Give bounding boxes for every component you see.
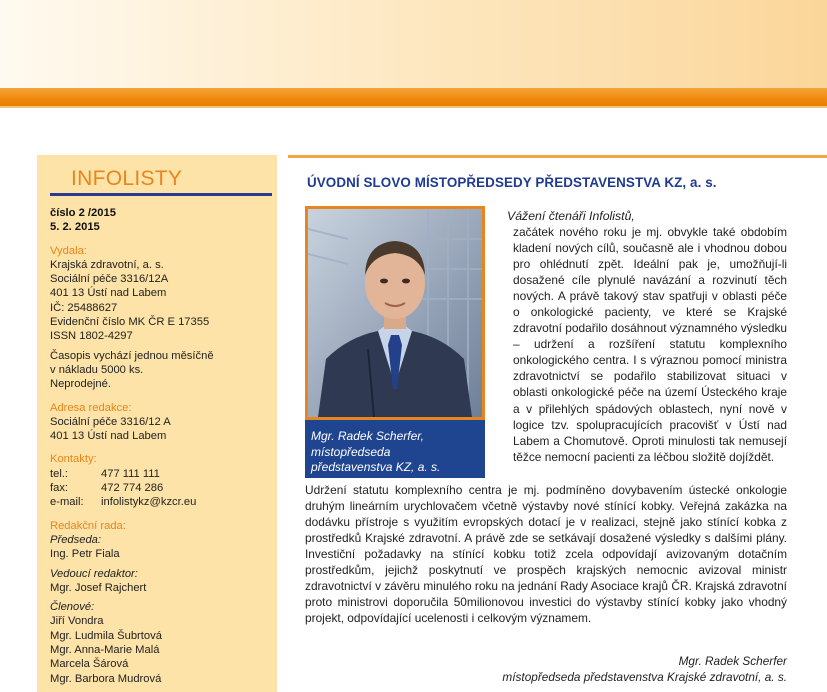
member-name: Jiří Vondra xyxy=(50,615,104,628)
contact-key: fax: xyxy=(50,482,69,495)
publisher-line: ISSN 1802-4297 xyxy=(50,330,133,343)
contact-value: 472 774 286 xyxy=(101,482,164,495)
signature-name: Mgr. Radek Scherfer xyxy=(678,654,787,668)
portrait-photo xyxy=(305,206,485,420)
publisher-line: Sociální péče 3316/12A xyxy=(50,273,169,286)
caption-line: místopředseda xyxy=(311,444,391,459)
portrait-illustration xyxy=(308,209,482,417)
editor-label: Vedoucí redaktor: xyxy=(50,567,138,580)
contact-key: e-mail: xyxy=(50,496,84,509)
frequency-line: Časopis vychází jednou měsíčně xyxy=(50,349,214,362)
contact-key: tel.: xyxy=(50,467,69,480)
issue-date: 5. 2. 2015 xyxy=(50,221,100,234)
contact-fax xyxy=(50,481,264,495)
photo-caption xyxy=(305,420,485,478)
frequency-line: Neprodejné. xyxy=(50,378,111,391)
article-signature xyxy=(502,654,787,685)
article-greeting: Vážení čtenáři Infolistů, xyxy=(507,209,635,223)
brand-title: INFOLISTY xyxy=(71,167,183,190)
email-link[interactable]: infolistykz@kzcr.eu xyxy=(101,496,197,509)
contacts-heading: Kontakty: xyxy=(50,453,97,466)
caption-line: představenstva KZ, a. s. xyxy=(311,460,441,474)
caption-line: Mgr. Radek Scherfer, xyxy=(311,429,424,443)
board-heading: Redakční rada: xyxy=(50,519,126,532)
member-name: Mgr. Barbora Mudrová xyxy=(50,672,162,685)
member-name: Mgr. Anna-Marie Malá xyxy=(50,644,160,657)
publisher-line: Evidenční číslo MK ČR E 17355 xyxy=(50,316,210,329)
issue-number: číslo 2 /2015 xyxy=(50,207,116,219)
article-top-rule xyxy=(288,155,827,158)
address-line: 401 13 Ústí nad Labem xyxy=(50,430,167,443)
brand-underline xyxy=(50,193,272,196)
member-name: Mgr. Ludmila Šubrtová xyxy=(50,629,162,642)
article-title: ÚVODNÍ SLOVO MÍSTOPŘEDSEDY PŘEDSTAVENSTVA KZ, a. s. xyxy=(307,175,717,190)
address-heading: Adresa redakce: xyxy=(50,401,132,414)
publisher-line: IČ: 25488627 xyxy=(50,301,118,314)
publisher-heading: Vydala: xyxy=(50,244,87,257)
article-paragraph: Udržení statutu komplexního centra je mj. podmíněno dovybavením ústecké onkologie druhým lineárním urychlovačem včetně výstavby nové stínící kobky. Veřejná zakázka na dodávku přístroje s využitím evropských dotací je v realizaci, stejně jako stínící kobka z prostředků Krajské zdravotní. A právě zde se setkávají dosažené výsledky s dalšími plány. Investiční požadavky na stínící kobku totiž zcela odpovídají avizovaným dotačním prostředkům, jejichž poskytnutí ve prospěch krajských nemocnic avizoval ministr zdravotnictví v závěru minulého roku na jednání Rady Asociace krajů ČR. Krajská zdravotní proto ministrovi doporučila 50milionovou investici do výstavby stínící kobky jako vhodný projekt, odpovídající ucelenosti i celkovým významem. xyxy=(305,483,787,626)
members-label: Členové: xyxy=(50,601,95,614)
publisher-line: 401 13 Ústí nad Labem xyxy=(50,287,167,300)
editor-name: Mgr. Josef Rajchert xyxy=(50,581,147,594)
header-orange-band xyxy=(0,88,827,106)
article-paragraph: začátek nového roku je mj. obvykle také obdobím kladení nových cílů, současně ale i vhodnou dobou pro ohlédnutí zpět. Ideální pak je, umožňují-li dosažené cíle plynulé navázání a rozvinutí těch nových. A právě takový stav spatřuji v oblasti péče o onkologické pacienty, ve které se Krajské zdravotní podařilo dosáhnout významného výsledku – udržení a rozšíření statutu komplexního onkologického centra. I s výraznou pomocí ministra zdravotnictví se podařilo stabilizovat situaci v oblasti onkologické péče na území Ústeckého kraje a v přilehlých spádových oblastech, nyní nově v logice tzv. spolupracujících pracovišť v Ústí nad Labem a Chomutově. Oproti minulosti tak nemusejí těžce nemocní pacienti za léčbou složitě dojíždět. xyxy=(513,225,787,464)
impressum-sidebar xyxy=(37,155,277,692)
chair-name: Ing. Petr Fiala xyxy=(50,548,120,561)
chair-label: Předseda: xyxy=(50,533,101,546)
member-name: Marcela Šárová xyxy=(50,658,129,671)
header-gradient xyxy=(0,0,827,88)
contact-email xyxy=(50,495,264,509)
contact-value: 477 111 111 xyxy=(101,467,160,480)
signature-role: místopředseda představenstva Krajské zdravotní, a. s. xyxy=(502,669,787,684)
publisher-line: Krajská zdravotní, a. s. xyxy=(50,258,164,271)
address-line: Sociální péče 3316/12 A xyxy=(50,415,171,428)
contact-phone xyxy=(50,467,264,481)
frequency-line: v nákladu 5000 ks. xyxy=(50,363,144,376)
header-band-line xyxy=(0,106,827,108)
